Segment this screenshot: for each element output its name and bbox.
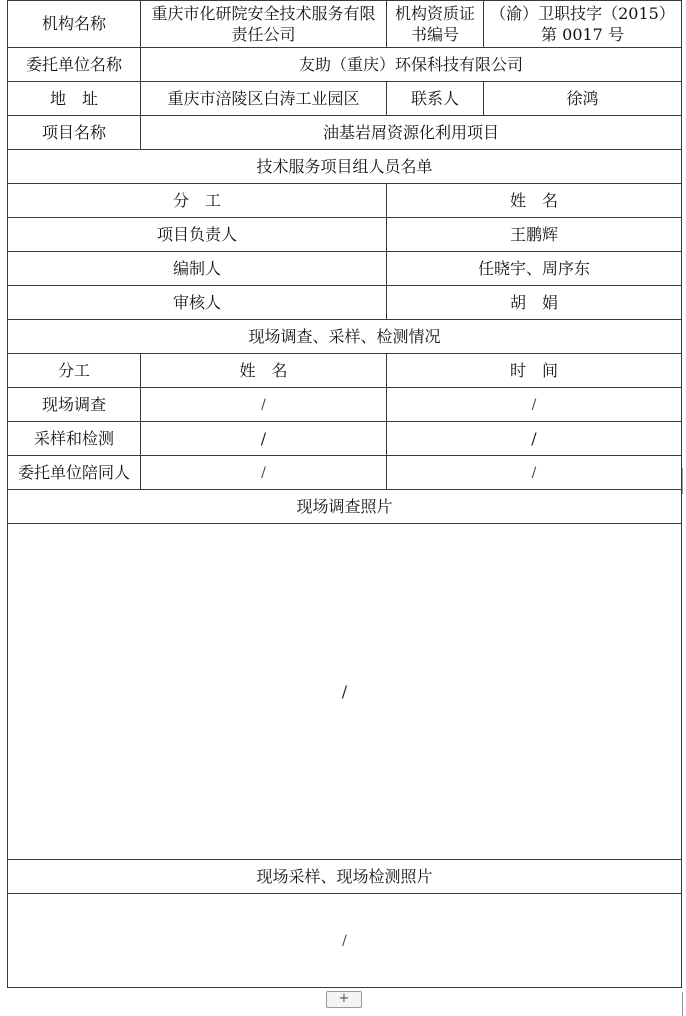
client-row [8,48,682,82]
survey-photo-area: / [8,524,682,860]
staff-row [8,252,682,286]
project-value: 油基岩屑资源化利用项目 [141,116,682,150]
sampling-photo-title: 现场采样、现场检测照片 [8,860,682,894]
project-label: 项目名称 [8,116,141,150]
client-label: 委托单位名称 [8,48,141,82]
staff-title-row [8,150,682,184]
staff-name: 胡 娟 [387,286,682,320]
survey-photo-row [8,524,682,860]
cert-value: （渝）卫职技字（2015）第 0017 号 [484,1,682,48]
sampling-photo-row [8,894,682,988]
survey-name: / [141,456,387,490]
survey-header-row [8,354,682,388]
staff-role: 编制人 [8,252,387,286]
project-row [8,116,682,150]
client-value: 友助（重庆）环保科技有限公司 [141,48,682,82]
org-name-label: 机构名称 [8,1,141,48]
staff-name: 王鹏辉 [387,218,682,252]
contact-value: 徐鸿 [484,82,682,116]
org-row [8,1,682,48]
staff-row [8,218,682,252]
table-edge-marker [682,992,683,1016]
survey-time: / [387,388,682,422]
survey-title-row [8,320,682,354]
staff-header-name: 姓 名 [387,184,682,218]
survey-time: / [387,456,682,490]
staff-name: 任晓宇、周序东 [387,252,682,286]
survey-role: 现场调查 [8,388,141,422]
staff-role: 项目负责人 [8,218,387,252]
table-edge-marker [682,468,683,494]
survey-name: / [141,422,387,456]
survey-name: / [141,388,387,422]
sampling-photo-title-row [8,860,682,894]
survey-header-name: 姓 名 [141,354,387,388]
report-sheet [7,0,682,988]
staff-role: 审核人 [8,286,387,320]
address-value: 重庆市涪陵区白涛工业园区 [141,82,387,116]
cert-label: 机构资质证书编号 [387,1,484,48]
sampling-photo-area: / [8,894,682,988]
survey-title: 现场调查、采样、检测情况 [8,320,682,354]
staff-title: 技术服务项目组人员名单 [8,150,682,184]
staff-row [8,286,682,320]
survey-row [8,456,682,490]
staff-header-role: 分 工 [8,184,387,218]
add-row-button[interactable]: + [326,991,362,1008]
survey-header-role: 分工 [8,354,141,388]
org-table [7,0,682,988]
survey-role: 采样和检测 [8,422,141,456]
address-label: 地 址 [8,82,141,116]
address-row [8,82,682,116]
staff-header-row [8,184,682,218]
contact-label: 联系人 [387,82,484,116]
survey-photo-title: 现场调查照片 [8,490,682,524]
survey-row [8,422,682,456]
org-name-value: 重庆市化研院安全技术服务有限责任公司 [141,1,387,48]
survey-role: 委托单位陪同人 [8,456,141,490]
survey-time: / [387,422,682,456]
survey-header-time: 时 间 [387,354,682,388]
survey-photo-title-row [8,490,682,524]
survey-row [8,388,682,422]
